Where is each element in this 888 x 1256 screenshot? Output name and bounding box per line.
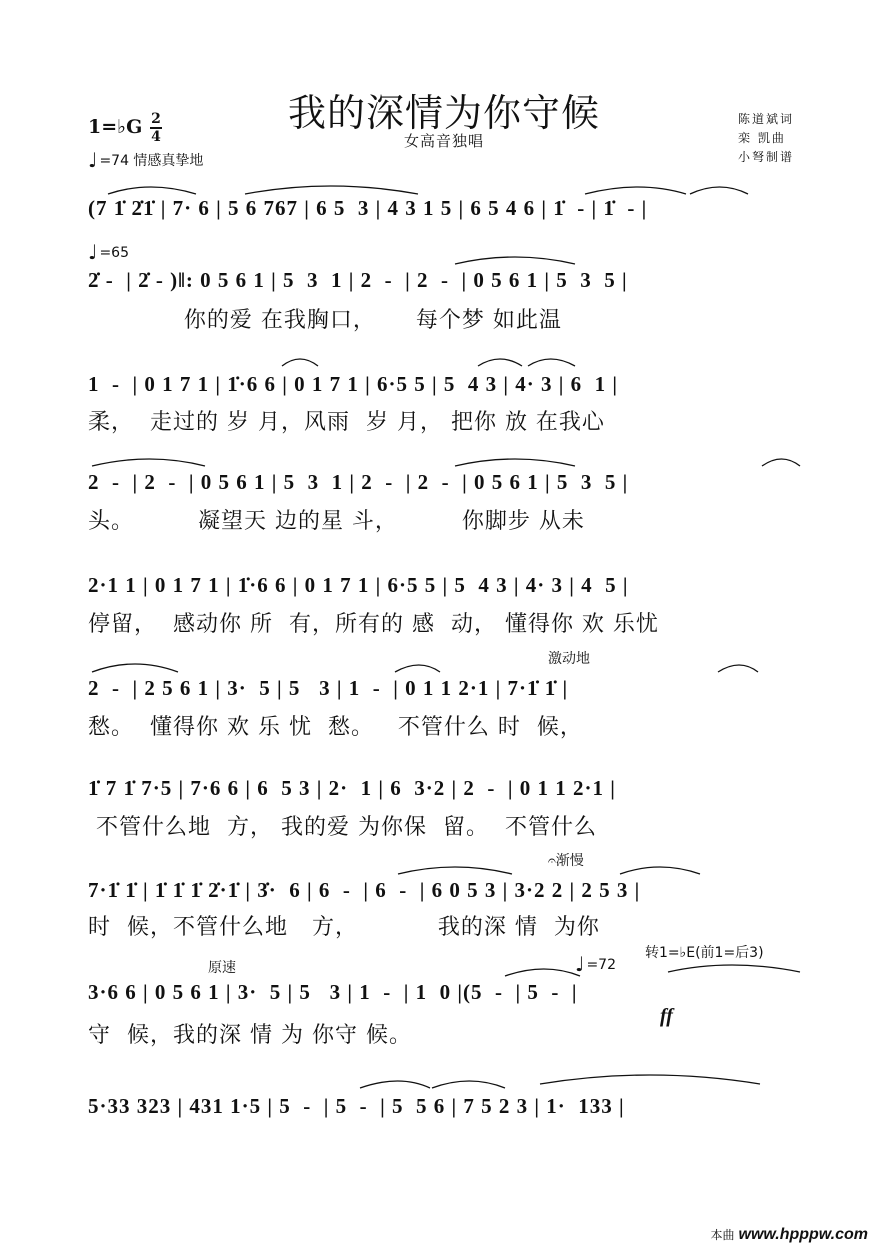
song-title: 我的深情为你守候 bbox=[287, 91, 600, 135]
meter-top: 2 bbox=[151, 111, 161, 127]
slur bbox=[762, 459, 800, 466]
system-9-notes: 3·6 6 | 0 5 6 1 | 3· 5 | 5 3 | 1 - | 1 0 |(5 - | 5 - | bbox=[88, 980, 578, 1004]
slur bbox=[528, 359, 575, 366]
slur bbox=[92, 664, 178, 672]
expression-mark-excited: 激动地 bbox=[548, 651, 590, 667]
system-1-notes: (7 1̇ 2̇1̇ | 7· 6 | 5 6 767 | 6 5 3 | 4 3 1 5 | 6 5 4 6 | 1̇ - | 1̇ - | bbox=[88, 196, 648, 220]
lyricist-credit: 陈道斌词 bbox=[738, 112, 795, 126]
watermark-prefix: 本曲 bbox=[710, 1228, 735, 1242]
tempo-72-text: =72 bbox=[586, 957, 616, 973]
transcriber-credit: 小弩制谱 bbox=[738, 150, 795, 164]
system-9-lyrics: 守 候，我的深 情 为 你守 候。 bbox=[88, 1023, 412, 1048]
slur bbox=[395, 665, 440, 672]
system-5-notes: 2·1 1 | 0 1 7 1 | 1̇·6 6 | 0 1 7 1 | 6·5 5 | 5 4 3 | 4· 3 | 4 5 | bbox=[88, 573, 629, 597]
composer-credit: 栾 凯曲 bbox=[738, 131, 786, 145]
quarter-note-icon: ♩ bbox=[88, 240, 98, 264]
slur bbox=[690, 187, 748, 194]
system-4-lyrics: 头。 凝望天 边的星 斗， 你脚步 从未 bbox=[88, 509, 585, 534]
slur bbox=[108, 187, 196, 194]
system-4-notes: 2 - | 2 - | 0 5 6 1 | 5 3 1 | 2 - | 2 - | 0 5 6 1 | 5 3 5 | bbox=[88, 470, 629, 494]
tempo-65-text: =65 bbox=[99, 245, 129, 261]
system-8-notes: 7·1̇ 1̇ | 1̇ 1̇ 1̇ 2̇·1̇ | 3̇· 6 | 6 - | 6 - | 6 0 5 3 | 3·2 2 | 2 5 3 | bbox=[88, 878, 641, 902]
meter-bottom: 4 bbox=[151, 129, 161, 145]
slur bbox=[360, 1081, 430, 1088]
site-watermark bbox=[711, 1226, 869, 1244]
slur bbox=[668, 965, 800, 972]
system-2-notes: 2̇ - | 2̇ - )‖: 0 5 6 1 | 5 3 1 | 2 - | 2 - | 0 5 6 1 | 5 3 5 | bbox=[88, 268, 628, 292]
slur bbox=[245, 186, 418, 194]
quarter-note-icon: ♩ bbox=[575, 952, 585, 976]
slur bbox=[540, 1075, 760, 1084]
expression-mark-a-tempo: 原速 bbox=[208, 960, 236, 976]
ritardando-text: 渐慢 bbox=[555, 853, 584, 869]
watermark-url: www.hpppw.com bbox=[738, 1226, 868, 1243]
slur bbox=[620, 867, 700, 874]
system-3-lyrics: 柔， 走过的 岁 月，风雨 岁 月， 把你 放 在我心 bbox=[88, 410, 605, 435]
slur bbox=[718, 665, 758, 672]
system-8-lyrics: 时 候，不管什么地 方， 我的深 情 为你 bbox=[88, 915, 600, 940]
slur bbox=[585, 187, 686, 194]
system-7-lyrics: 不管什么地 方， 我的爱 为你保 留。 不管什么 bbox=[88, 815, 597, 840]
key-signature: 1=♭G bbox=[88, 116, 143, 138]
fortissimo-mark: ff bbox=[660, 1005, 673, 1027]
slur bbox=[398, 867, 512, 874]
system-6-notes: 2 - | 2 5 6 1 | 3· 5 | 5 3 | 1 - | 0 1 1 2·1 | 7·1̇ 1̇ | bbox=[88, 676, 569, 700]
slur bbox=[432, 1081, 505, 1088]
quarter-note-icon: ♩ bbox=[88, 148, 98, 172]
slur bbox=[92, 459, 205, 466]
slur bbox=[455, 459, 575, 466]
system-3-notes: 1 - | 0 1 7 1 | 1̇·6 6 | 0 1 7 1 | 6·5 5 | 5 4 3 | 4· 3 | 6 1 | bbox=[88, 372, 618, 396]
fermata-icon: 𝄐 bbox=[548, 853, 556, 869]
system-6-lyrics: 愁。 懂得你 欢 乐 忧 愁。 不管什么 时 候， bbox=[88, 715, 583, 740]
slur bbox=[282, 359, 318, 366]
tempo-text: =74 情感真挚地 bbox=[99, 153, 204, 169]
slur bbox=[455, 257, 575, 264]
slur bbox=[505, 969, 580, 976]
system-10-notes: 5·33 323 | 431 1·5 | 5 - | 5 - | 5 5 6 | 7 5 2 3 | 1· 133 | bbox=[88, 1094, 625, 1118]
system-2-lyrics: 你的爱 在我胸口， 每个梦 如此温 bbox=[88, 308, 562, 333]
key-change-mark: 转1=♭E(前1=后3) bbox=[645, 945, 764, 961]
system-5-lyrics: 停留， 感动你 所 有，所有的 感 动， 懂得你 欢 乐忧 bbox=[88, 612, 659, 637]
system-7-notes: 1̇ 7 1̇ 7·5 | 7·6 6 | 6 5 3 | 2· 1 | 6 3·2 | 2 - | 0 1 1 2·1 | bbox=[88, 776, 616, 800]
song-subtitle: 女高音独唱 bbox=[403, 132, 484, 150]
slur bbox=[478, 359, 522, 366]
